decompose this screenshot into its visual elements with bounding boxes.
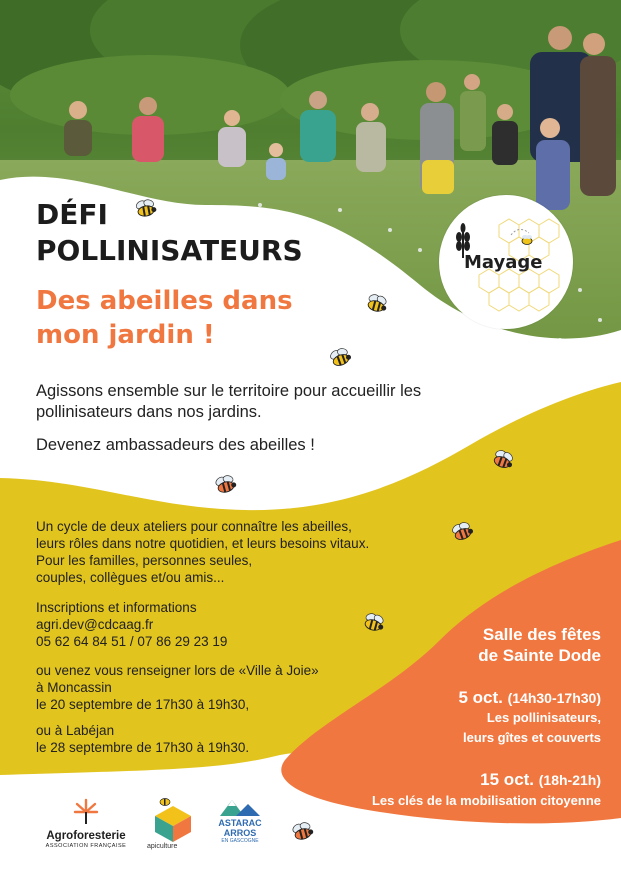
event-1-desc-line: leurs gîtes et couverts <box>463 730 601 745</box>
labejan-line: le 28 septembre de 17h30 à 19h30. <box>36 740 250 755</box>
bee-icon <box>365 292 389 314</box>
apiculture-logo <box>145 796 201 850</box>
astarac-line-3: EN GASCOGNE <box>221 838 259 844</box>
event-2-time: (18h-21h) <box>538 772 601 788</box>
ville-line: ou venez vous renseigner lors de «Ville à Joie» <box>36 663 319 678</box>
event-1-date: 5 oct. <box>458 688 503 707</box>
astarac-line-1: ASTARAC <box>218 818 262 828</box>
contact-phone[interactable]: 05 62 64 84 51 / 07 86 29 23 19 <box>36 634 228 649</box>
bee-icon <box>213 472 237 494</box>
cycle-line: couples, collègues et/ou amis... <box>36 570 225 585</box>
bee-icon <box>491 447 516 470</box>
agroforesterie-subtitle: ASSOCIATION FRANÇAISE <box>45 843 127 849</box>
mountain-icon <box>214 798 266 818</box>
mayage-logo-text: Mayage <box>464 252 543 273</box>
bee-icon <box>290 819 314 841</box>
title-line-2: POLLINISATEURS <box>36 234 303 267</box>
bee-icon <box>134 197 157 218</box>
agroforesterie-logo <box>36 796 136 849</box>
astarac-line-2: ARROS <box>223 828 257 838</box>
cube-icon <box>145 796 201 842</box>
event-2-desc-line: Les clés de la mobilisation citoyenne <box>371 793 601 808</box>
cycle-line: Pour les familles, personnes seules, <box>36 553 253 568</box>
ville-line: à Moncassin <box>36 680 112 695</box>
event-1-desc-line: Les pollinisateurs, <box>486 710 601 725</box>
agroforesterie-name: Agroforesterie <box>46 830 126 842</box>
bee-icon <box>327 345 352 368</box>
contact-email[interactable]: agri.dev@cdcaag.fr <box>36 617 154 632</box>
cycle-line: leurs rôles dans notre quotidien, et leurs besoins vitaux. <box>36 536 370 551</box>
intro-paragraph-2: Devenez ambassadeurs des abeilles ! <box>36 436 315 454</box>
event-1-time: (14h30-17h30) <box>507 690 601 706</box>
cycle-line: Un cycle de deux ateliers pour connaître les abeilles, <box>36 519 352 534</box>
sunburst-icon <box>71 796 101 826</box>
event-2-date: 15 oct. <box>480 770 535 789</box>
title-line-1: DÉFI <box>36 198 108 231</box>
bee-icon <box>449 519 474 542</box>
labejan-line: ou à Labéjan <box>36 723 115 738</box>
venue-line-1: Salle des fêtes <box>482 625 601 644</box>
contact-heading: Inscriptions et informations <box>36 600 197 615</box>
apiculture-name: apiculture <box>147 843 178 850</box>
subtitle-line-2: mon jardin ! <box>36 320 215 350</box>
ville-line: le 20 septembre de 17h30 à 19h30, <box>36 697 250 712</box>
subtitle-line-1: Des abeilles dans <box>36 286 293 316</box>
intro-paragraph-1: Agissons ensemble sur le territoire pour accueillir les pollinisateurs dans nos jardins. <box>36 382 422 421</box>
astarac-arros-logo <box>214 798 266 844</box>
bee-icon <box>362 611 386 633</box>
venue-line-2: de Sainte Dode <box>478 646 601 665</box>
